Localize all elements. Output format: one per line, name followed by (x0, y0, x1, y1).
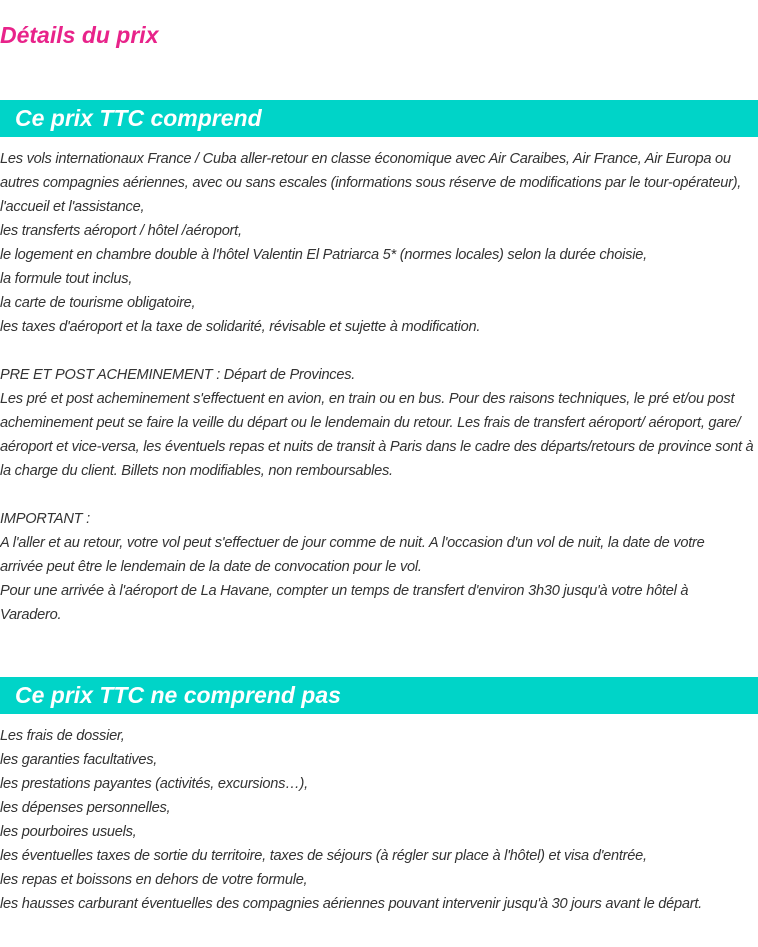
transfer-text-line: la charge du client. Billets non modifiables, non remboursables. (0, 463, 393, 479)
excluded-item: les garanties facultatives, (0, 752, 158, 768)
included-section-header: Ce prix TTC comprend (0, 100, 758, 137)
transfer-text-line: aéroport et vice-versa, les éventuels repas et nuits de transit à Paris dans le cadre des départs/retours de province sont à (0, 439, 754, 455)
important-text-line: arrivée peut être le lendemain de la date de convocation pour le vol. (0, 559, 422, 575)
important-text-line: Pour une arrivée à l'aéroport de La Havane, compter un temps de transfert d'environ 3h30 jusqu'à votre hôtel à (0, 583, 689, 599)
excluded-section-body (0, 724, 758, 916)
page-title: Détails du prix (0, 22, 159, 48)
included-item: la formule tout inclus, (0, 271, 133, 287)
included-item: Les vols internationaux France / Cuba aller-retour en classe économique avec Air Caraibes, Air France, Air Europa ou (0, 151, 731, 167)
transfer-text-line: acheminement peut se faire la veille du départ ou le lendemain du retour. Les frais de transfert aéroport/ aéroport, gare/ (0, 415, 741, 431)
excluded-item: les éventuelles taxes de sortie du territoire, taxes de séjours (à régler sur place à l'hôtel) et visa d'entrée, (0, 848, 647, 864)
excluded-section-header: Ce prix TTC ne comprend pas (0, 677, 758, 714)
included-item: les transferts aéroport / hôtel /aéroport, (0, 223, 242, 239)
excluded-item: les pourboires usuels, (0, 824, 137, 840)
transfer-heading: PRE ET POST ACHEMINEMENT : Départ de Provinces. (0, 367, 356, 383)
transfer-text-line: Les pré et post acheminement s'effectuent en avion, en train ou en bus. Pour des raisons techniques, le pré et/ou post (0, 391, 735, 407)
important-text-line: Varadero. (0, 607, 62, 623)
paragraph-spacer (0, 339, 758, 363)
important-heading: IMPORTANT : (0, 511, 90, 527)
excluded-item: Les frais de dossier, (0, 728, 125, 744)
excluded-item: les hausses carburant éventuelles des compagnies aériennes pouvant intervenir jusqu'à 30 jours avant le départ. (0, 896, 702, 912)
excluded-item: les dépenses personnelles, (0, 800, 171, 816)
included-section-body (0, 147, 758, 627)
excluded-item: les repas et boissons en dehors de votre formule, (0, 872, 308, 888)
paragraph-spacer (0, 483, 758, 507)
included-item: les taxes d'aéroport et la taxe de solidarité, révisable et sujette à modification. (0, 319, 481, 335)
included-item: le logement en chambre double à l'hôtel Valentin El Patriarca 5* (normes locales) selon la durée choisie, (0, 247, 647, 263)
included-item: l'accueil et l'assistance, (0, 199, 145, 215)
included-item: la carte de tourisme obligatoire, (0, 295, 196, 311)
included-item: autres compagnies aériennes, avec ou sans escales (informations sous réserve de modifications par le tour-opérateur), (0, 175, 742, 191)
excluded-item: les prestations payantes (activités, excursions…), (0, 776, 308, 792)
important-text-line: A l'aller et au retour, votre vol peut s'effectuer de jour comme de nuit. A l'occasion d'un vol de nuit, la date de votre (0, 535, 705, 551)
